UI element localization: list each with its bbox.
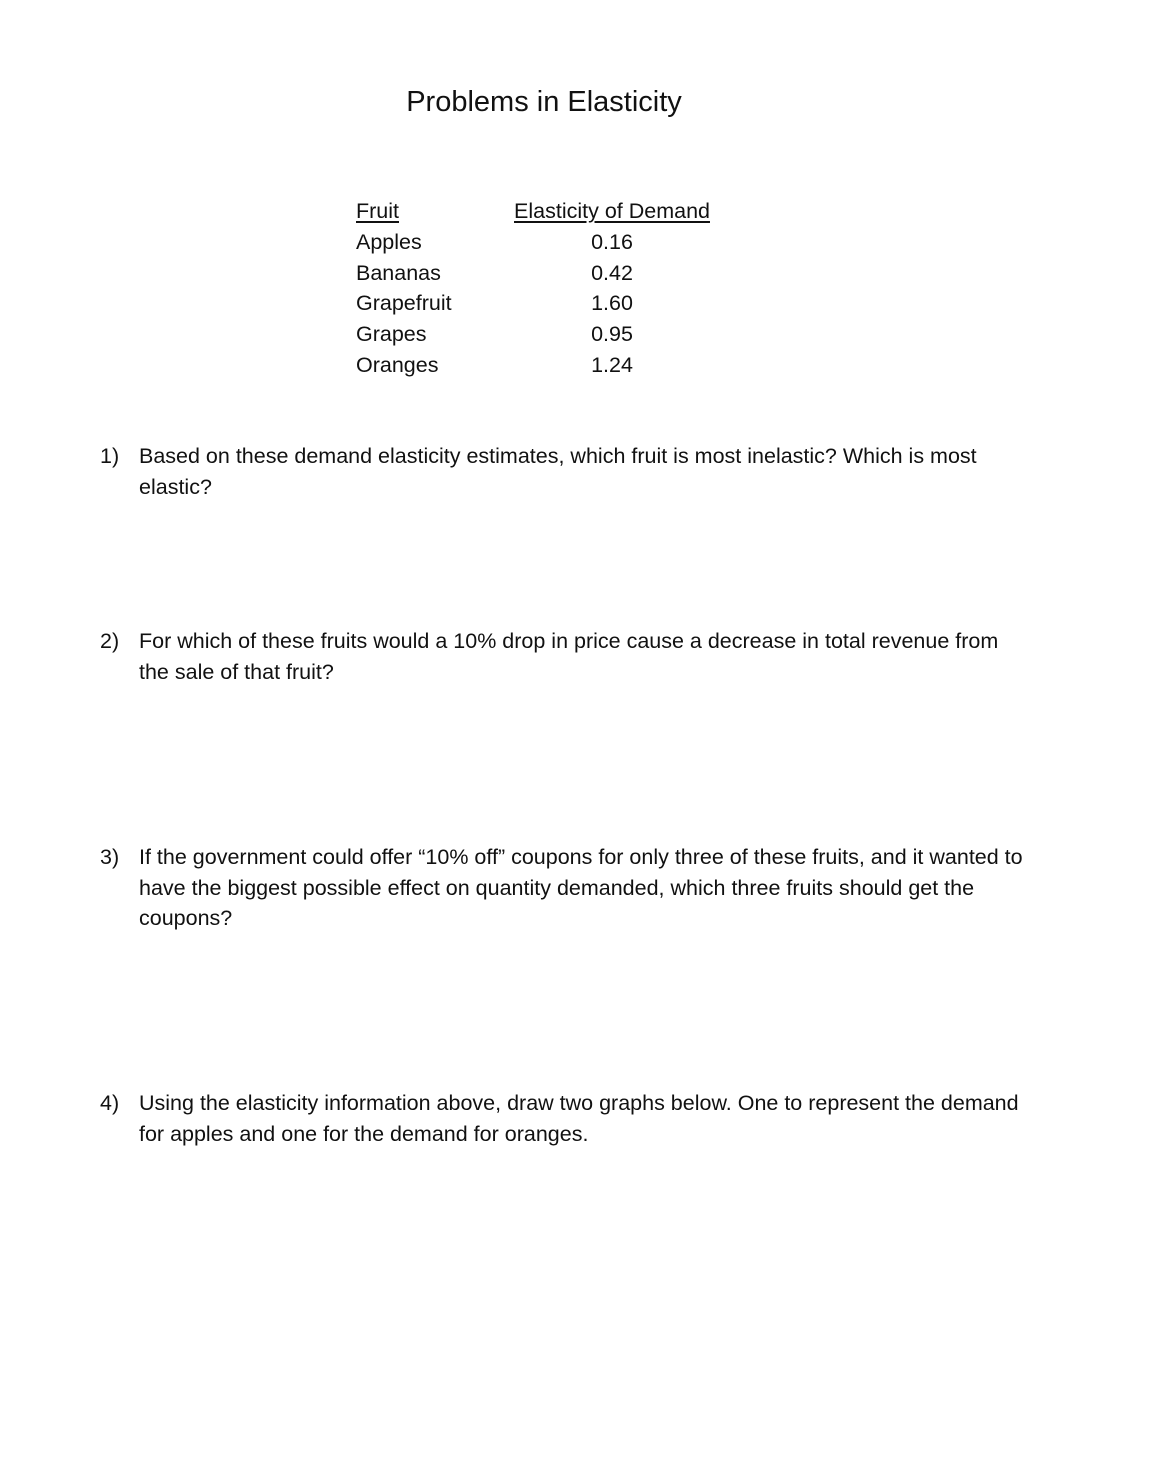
page-title: Problems in Elasticity	[406, 86, 682, 118]
question-3	[100, 842, 1030, 934]
table-row	[356, 319, 756, 350]
table-row	[356, 350, 756, 381]
elasticity-value: 1.60	[591, 291, 633, 316]
table-header-row	[356, 196, 756, 227]
question-number: 2)	[100, 629, 120, 653]
elasticity-value: 0.16	[591, 229, 633, 254]
elasticity-value: 1.24	[591, 352, 633, 377]
column-header-elasticity: Elasticity of Demand	[514, 199, 710, 223]
question-number: 3)	[100, 845, 120, 869]
question-text: Using the elasticity information above, draw two graphs below. One to represent the demand for apples and one for the demand for oranges.	[139, 1091, 1019, 1146]
question-4	[100, 1088, 1030, 1149]
fruit-name: Grapefruit	[356, 291, 452, 316]
question-text: For which of these fruits would a 10% drop in price cause a decrease in total revenue from the sale of that fruit?	[139, 629, 999, 684]
question-1	[100, 441, 1030, 502]
question-text: Based on these demand elasticity estimates, which fruit is most inelastic? Which is most elastic?	[139, 444, 977, 499]
question-number: 1)	[100, 444, 120, 468]
question-number: 4)	[100, 1091, 120, 1115]
table-row	[356, 258, 756, 289]
elasticity-value: 0.42	[591, 260, 633, 285]
table-row	[356, 288, 756, 319]
column-header-fruit: Fruit	[356, 199, 399, 223]
fruit-name: Bananas	[356, 260, 441, 285]
fruit-name: Apples	[356, 229, 422, 254]
question-2	[100, 626, 1030, 687]
elasticity-table	[356, 196, 756, 381]
elasticity-value: 0.95	[591, 322, 633, 347]
question-text: If the government could offer “10% off” coupons for only three of these fruits, and it wanted to have the biggest possible effect on quantity demanded, which three fruits should get the coupons?	[139, 845, 1023, 930]
fruit-name: Grapes	[356, 322, 427, 347]
table-row	[356, 227, 756, 258]
fruit-name: Oranges	[356, 352, 439, 377]
